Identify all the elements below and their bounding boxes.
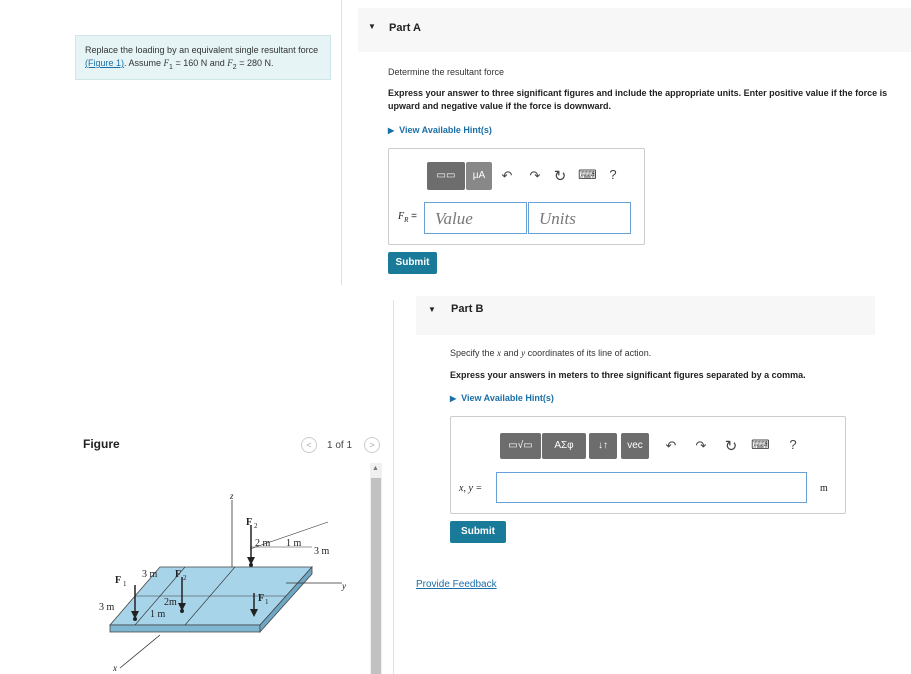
- prev-figure-button[interactable]: [301, 437, 317, 453]
- vec-button[interactable]: [621, 433, 649, 459]
- keyboard-icon[interactable]: ⌨: [578, 167, 597, 182]
- part-b-answer-box: [450, 416, 846, 514]
- column-divider: [341, 0, 342, 285]
- xy-label: x, y =: [459, 483, 483, 494]
- undo-icon[interactable]: ↶: [501, 168, 513, 183]
- help-icon[interactable]: ?: [609, 167, 617, 182]
- part-b-bold-instruction: Express your answers in meters to three significant figures separated by a comma.: [450, 370, 806, 380]
- templates-button[interactable]: [427, 162, 465, 190]
- xy-input[interactable]: [496, 472, 807, 503]
- f1-left-sub: 1: [123, 580, 127, 588]
- part-b-submit-button[interactable]: Submit: [450, 521, 506, 543]
- f2-symbol: F: [227, 58, 233, 68]
- keyboard-icon[interactable]: ⌨: [751, 437, 770, 452]
- f1-sub: 1: [169, 63, 173, 71]
- vec-icon: vec: [627, 440, 643, 451]
- f1-right-label: F: [258, 593, 265, 604]
- force-point: [180, 609, 184, 613]
- part-a-submit-button[interactable]: Submit: [388, 252, 437, 274]
- f1-value: = 160 N: [172, 58, 208, 68]
- provide-feedback-link[interactable]: Provide Feedback: [416, 579, 497, 590]
- redo-icon[interactable]: ↷: [695, 438, 707, 453]
- problem-text: Replace the loading by an equivalent single resultant force: [85, 45, 319, 55]
- right-column-divider: [393, 300, 394, 674]
- value-input[interactable]: Value: [424, 202, 527, 234]
- templates-button[interactable]: [500, 433, 541, 459]
- part-b-instruction: [450, 348, 651, 358]
- assume-text: . Assume: [124, 58, 162, 68]
- f1-left-label: F: [115, 575, 122, 586]
- x-var: x: [497, 348, 502, 358]
- f2-top-sub: 2: [254, 522, 258, 530]
- part-b-header[interactable]: [416, 296, 875, 335]
- fr-symbol: F: [398, 211, 405, 222]
- undo-icon[interactable]: ↶: [665, 438, 677, 453]
- hint-label: View Available Hint(s): [461, 393, 554, 403]
- greek-icon: ΑΣφ: [554, 440, 574, 451]
- and-word: and: [503, 348, 519, 358]
- part-a-answer-box: [388, 148, 645, 245]
- y-var: y: [521, 348, 526, 358]
- figure-pager: 1 of 1: [327, 440, 353, 451]
- part-a-instruction: Determine the resultant force: [388, 67, 505, 77]
- part-a-title: Part A: [389, 22, 421, 34]
- dim-3m-left2: 3 m: [99, 602, 115, 613]
- collapse-caret-icon[interactable]: ▼: [368, 22, 376, 31]
- dim-1m-top: 1 m: [286, 538, 302, 549]
- force-point: [249, 563, 253, 567]
- chevron-left-icon: <: [306, 440, 312, 450]
- scroll-thumb[interactable]: [371, 478, 381, 674]
- collapse-caret-icon[interactable]: ▼: [428, 305, 436, 314]
- hint-triangle-icon: ▶: [450, 394, 457, 403]
- figure-heading: Figure: [83, 437, 120, 451]
- next-figure-button[interactable]: [364, 437, 380, 453]
- hint-triangle-icon: ▶: [388, 126, 395, 135]
- dim-3m-left1: 3 m: [142, 569, 158, 580]
- x-axis-line: [120, 635, 160, 668]
- instruction-prefix: Specify the: [450, 348, 495, 358]
- y-axis-label: y: [342, 581, 346, 591]
- figure-link[interactable]: (Figure 1): [85, 58, 125, 68]
- fr-sub: R: [404, 216, 409, 224]
- dim-2m-top: 2 m: [255, 538, 271, 549]
- instruction-suffix: coordinates of its line of action.: [527, 348, 652, 358]
- part-a-hint-link[interactable]: [388, 125, 492, 135]
- f2-left-sub: 2: [183, 574, 187, 582]
- sort-icon: ↓↑: [598, 440, 608, 451]
- f2-top-label: F: [246, 517, 253, 528]
- plate-front-edge: [110, 625, 260, 632]
- reset-icon[interactable]: ↻: [724, 438, 738, 455]
- figure-diagram: [80, 485, 370, 674]
- fr-label: [398, 211, 417, 224]
- templates-icon: ▭√▭: [508, 440, 533, 451]
- dim-2m-low: 2m: [164, 597, 177, 608]
- part-b-hint-link[interactable]: [450, 393, 554, 403]
- part-a-header[interactable]: [358, 8, 911, 52]
- fr-eq: =: [408, 211, 418, 222]
- xy-unit: m: [820, 483, 828, 494]
- f1-symbol: F: [163, 58, 170, 68]
- f2-left-label: F: [175, 569, 182, 580]
- sort-button[interactable]: [589, 433, 617, 459]
- problem-statement: [75, 35, 331, 80]
- units-input[interactable]: Units: [528, 202, 631, 234]
- reset-icon[interactable]: ↻: [553, 168, 567, 185]
- units-icon: μA: [472, 170, 486, 181]
- and-text: and: [209, 58, 225, 68]
- templates-icon: ▭▭: [436, 170, 456, 181]
- dim-1m-low: 1 m: [150, 609, 166, 620]
- figure-scrollbar[interactable]: [370, 463, 382, 674]
- part-a-bold-instruction: Express your answer to three significant figures and include the appropriate units. Enter positive value if the force is upward and negative value if the force is downward.: [388, 88, 888, 111]
- scroll-up-icon[interactable]: ▲: [372, 465, 379, 472]
- chevron-right-icon: >: [369, 440, 375, 450]
- help-icon[interactable]: ?: [789, 437, 797, 452]
- f2-value: = 280 N.: [236, 58, 274, 68]
- f1-right-sub: 1: [265, 598, 269, 606]
- greek-button[interactable]: [542, 433, 586, 459]
- force-point: [133, 617, 137, 621]
- redo-icon[interactable]: ↷: [529, 168, 541, 183]
- z-axis-label: z: [230, 491, 234, 501]
- dim-3m-right: 3 m: [314, 546, 330, 557]
- units-button[interactable]: [466, 162, 492, 190]
- hint-label: View Available Hint(s): [399, 125, 492, 135]
- f2-sub: 2: [232, 63, 237, 71]
- part-b-title: Part B: [451, 303, 484, 315]
- x-axis-label: x: [113, 663, 117, 673]
